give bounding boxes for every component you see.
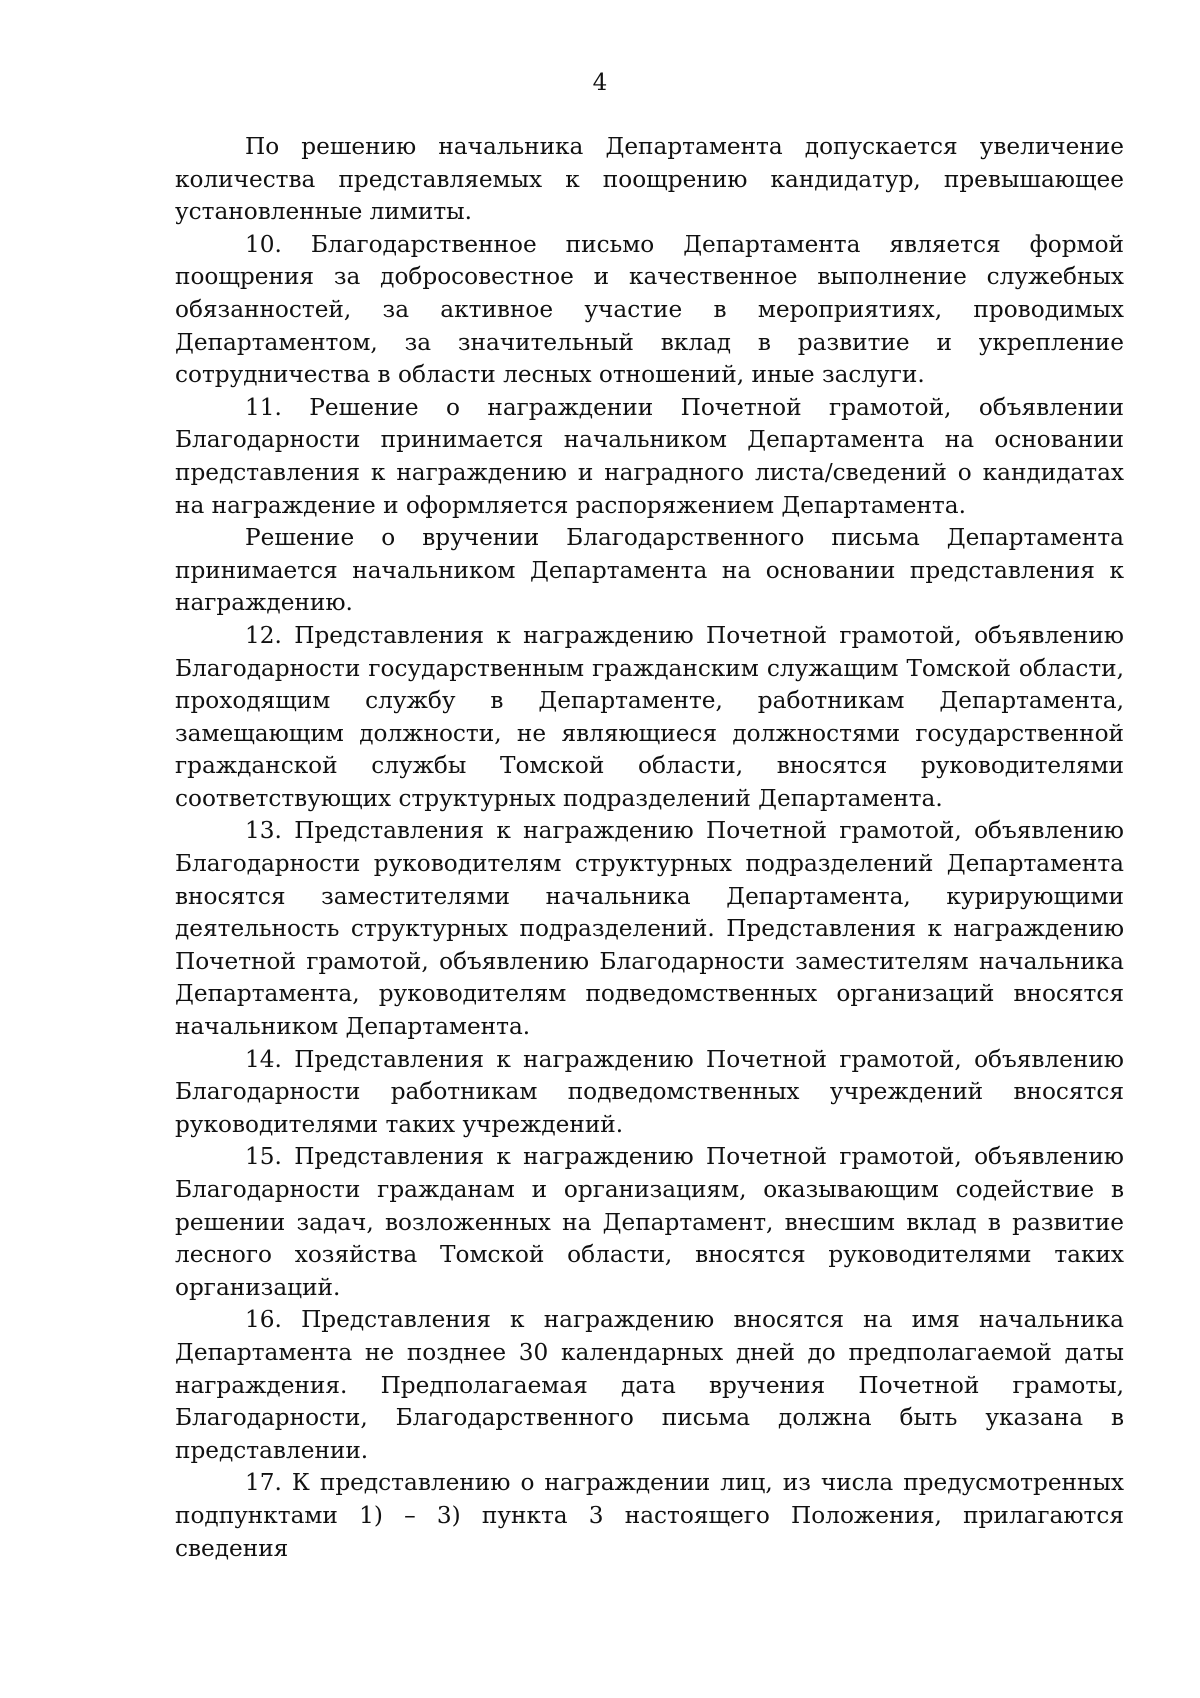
- paragraph-limits-increase: По решению начальника Департамента допускается увеличение количества представляемых к поощрению кандидатур, превышающее установленные лимиты.: [175, 133, 1124, 226]
- paragraph-item-14: 14. Представления к награждению Почетной грамотой, объявлению Благодарности работникам подведомственных учреждений вносятся руководителями таких учреждений.: [175, 1045, 1124, 1138]
- paragraph-item-11: 11. Решение о награждении Почетной грамотой, объявлении Благодарности принимается начальником Департамента на основании представления к награждению и наградного листа/сведений о кандидатах на награждение и оформляется распоряжением Департамента.: [175, 393, 1124, 519]
- paragraph-item-10: 10. Благодарственное письмо Департамента является формой поощрения за добросовестное и качественное выполнение служебных обязанностей, за активное участие в мероприятиях, проводимых Департаментом, за значительный вклад в развитие и укрепление сотрудничества в области лесных отношений, иные заслуги.: [175, 230, 1124, 389]
- paragraph-item-13: 13. Представления к награждению Почетной грамотой, объявлению Благодарности руководителям структурных подразделений Департамента вносятся заместителями начальника Департамента, курирующими деятельность структурных подразделений. Представления к награждению Почетной грамотой, объявлению Благодарности заместителям начальника Департамента, руководителям подведомственных организаций вносятся начальником Департамента.: [175, 817, 1124, 1041]
- document-body: [175, 131, 1124, 1565]
- paragraph-letter-decision: Решение о вручении Благодарственного письма Департамента принимается начальником Департамента на основании представления к награждению.: [175, 524, 1124, 617]
- paragraph-item-12: 12. Представления к награждению Почетной грамотой, объявлению Благодарности государственным гражданским служащим Томской области, проходящим службу в Департаменте, работникам Департамента, замещающим должности, не являющиеся должностями государственной гражданской службы Томской области, вносятся руководителями соответствующих структурных подразделений Департамента.: [175, 621, 1124, 812]
- paragraph-item-15: 15. Представления к награждению Почетной грамотой, объявлению Благодарности гражданам и организациям, оказывающим содействие в решении задач, возложенных на Департамент, внесшим вклад в развитие лесного хозяйства Томской области, вносятся руководителями таких организаций.: [175, 1143, 1124, 1301]
- page-number: 4: [592, 70, 608, 96]
- paragraph-item-16: 16. Представления к награждению вносятся на имя начальника Департамента не позднее 30 календарных дней до предполагаемой даты награждения. Предполагаемая дата вручения Почетной грамоты, Благодарности, Благодарственного письма должна быть указана в представлении.: [175, 1306, 1124, 1464]
- paragraph-item-17: 17. К представлению о награждении лиц, из числа предусмотренных подпунктами 1) – 3) пункта 3 настоящего Положения, прилагаются сведения: [175, 1469, 1124, 1562]
